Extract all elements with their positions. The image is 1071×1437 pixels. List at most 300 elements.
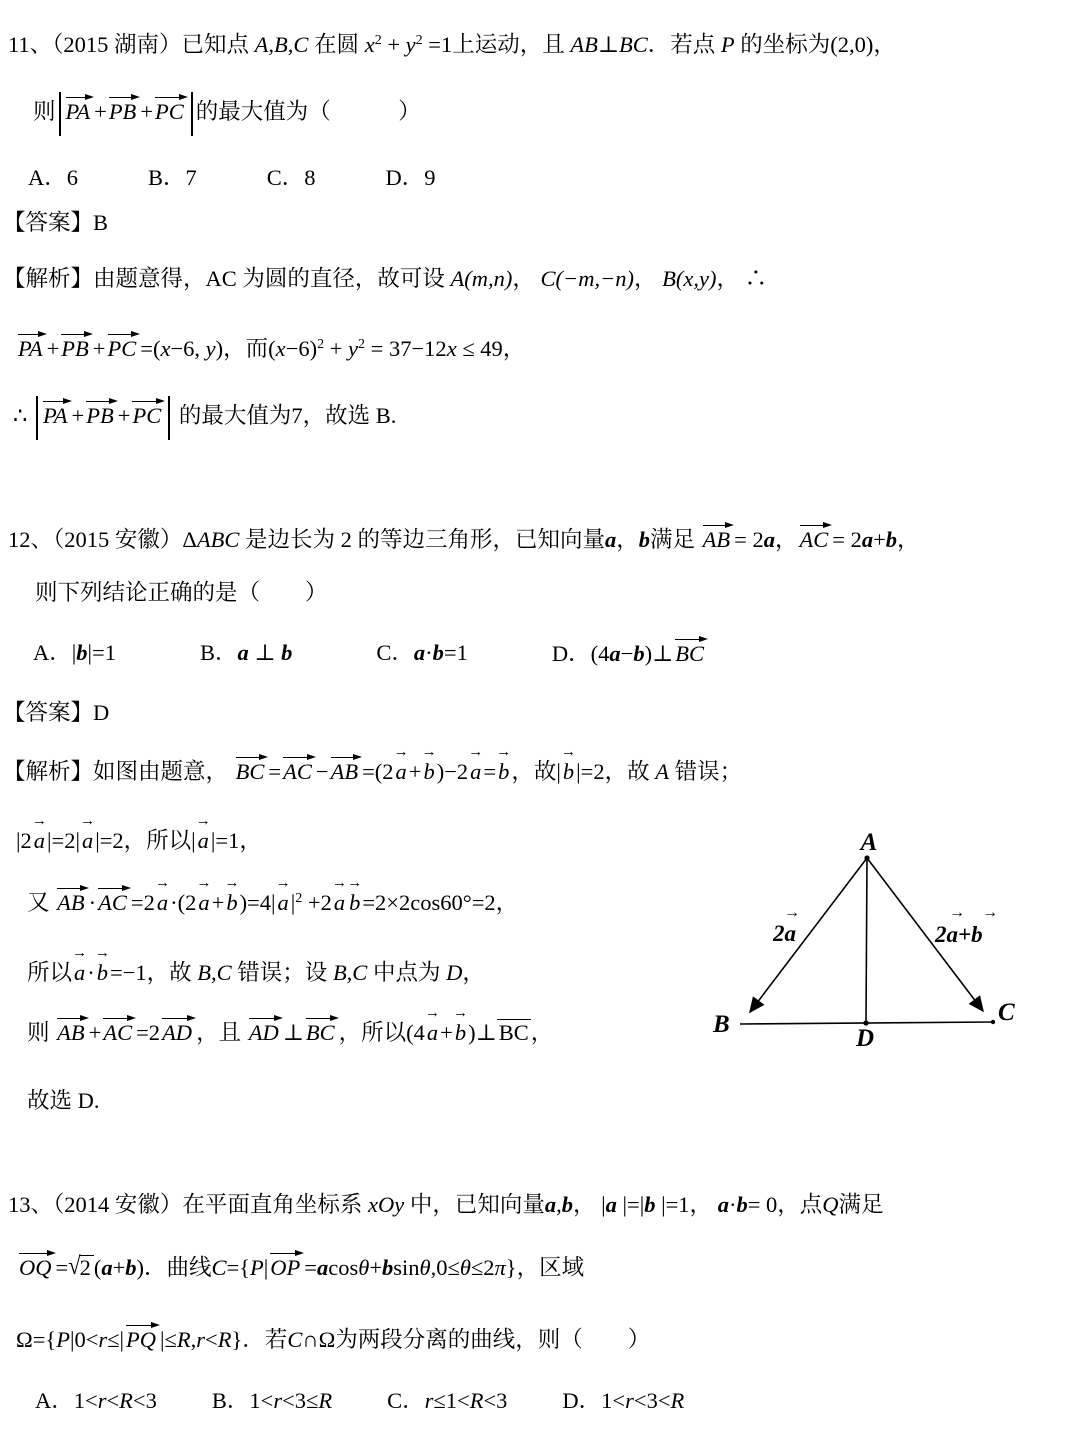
math-mt: + (46, 336, 60, 361)
problem-12-answer: 【答案】D (3, 700, 110, 725)
side-ac-label: 2a+b (935, 922, 983, 947)
math-mt: + (369, 1255, 383, 1280)
problem-12-analysis-line-4 (27, 945, 485, 988)
problem-12-options (33, 638, 708, 669)
math-mi: P (250, 1255, 264, 1280)
math-mt: ， | (573, 1192, 606, 1217)
math-mt: A．1< (35, 1388, 98, 1413)
math-mt: ≤2 (470, 1255, 495, 1280)
math-mb: a (413, 640, 426, 665)
math-mb: b (281, 640, 293, 665)
math-rbar (103, 1018, 127, 1019)
math-mvec (154, 875, 170, 918)
problem-11-formula-1 (16, 333, 525, 364)
math-mt: 满足 (650, 527, 701, 552)
math-varr: → (275, 875, 291, 891)
math-mt: , (190, 1327, 197, 1352)
math-mi: D (446, 960, 463, 985)
math-mt: = 2 (832, 527, 862, 552)
math-mt: + (92, 336, 106, 361)
math-msup: 2 (415, 33, 423, 48)
math-mt: 的坐标为(2,0)， (734, 32, 896, 57)
math-mt: |=1， (655, 1192, 718, 1217)
problem-13-stem-line-2 (17, 1252, 584, 1283)
math-mi: B,C (332, 960, 368, 985)
math-mi: b (562, 759, 575, 784)
math-mt: )−2 (436, 759, 469, 784)
math-mt: C．8 (266, 165, 316, 190)
math-mt: A．6 (28, 165, 78, 190)
math-mb: a (861, 527, 874, 552)
math-mb: b (736, 1192, 748, 1217)
math-mb: b (432, 640, 444, 665)
problem-13-option-c (387, 1386, 507, 1416)
math-mt: + (440, 1020, 453, 1045)
side-ab-label: 2a (773, 921, 796, 946)
math-mt: ， (530, 1020, 554, 1045)
math-mt: · (87, 960, 95, 985)
math-mt: + (408, 759, 422, 784)
problem-11-stem-line-2 (33, 92, 421, 136)
problem-12-stem-line-2: 则下列结论正确的是（ ） (35, 580, 328, 605)
math-mt: < (106, 1388, 120, 1413)
math-rbar (66, 97, 86, 98)
math-mb: b (638, 527, 651, 552)
math-rtxt: AB (330, 759, 359, 784)
math-mi: x (160, 336, 171, 361)
problem-13-option-d (562, 1386, 684, 1416)
problem-11-options (28, 163, 436, 193)
math-mt: 【解析】如图由题意， (3, 759, 234, 784)
vertex-a-label: A (860, 829, 878, 856)
problem-13-option-a (35, 1386, 157, 1416)
problem-12-analysis-line-3 (27, 875, 519, 918)
math-rbar (19, 1253, 47, 1254)
math-mb: a (101, 1255, 113, 1280)
math-msqrt (68, 1253, 94, 1283)
math-mt: − (620, 641, 634, 666)
math-varr: → (496, 744, 512, 760)
math-mb: b (644, 1192, 656, 1217)
math-mt: B． (199, 640, 238, 665)
math-mt: =1 (443, 640, 468, 665)
math-mt: =2 (130, 890, 155, 915)
math-mt: B．7 (148, 165, 197, 190)
math-mt: ， (634, 266, 663, 291)
math-mt: = 0，点 (747, 1192, 823, 1217)
math-mt: · (425, 640, 433, 665)
math-mt: D．1< (562, 1388, 626, 1413)
math-rtxt: AD (248, 1020, 279, 1045)
math-mi: a (333, 890, 346, 915)
math-mi: b (498, 759, 510, 784)
math-mi: C(−m,−n) (540, 266, 634, 291)
problem-13-options (35, 1386, 684, 1416)
math-mt: = (268, 759, 282, 784)
math-rtxt: PC (132, 403, 162, 429)
math-mt: Ω={ (16, 1327, 57, 1352)
math-varr: → (425, 1005, 441, 1021)
math-mt: < (205, 1327, 218, 1352)
math-rtxt: PA (18, 336, 43, 361)
math-mb: a (605, 1192, 617, 1217)
math-mt: ， (462, 960, 485, 985)
problem-12-option-c (376, 638, 467, 669)
math-mt: = 37−12 (365, 336, 447, 361)
math-mi: B,C (197, 960, 232, 985)
math-mra (16, 333, 47, 361)
math-mi: a (33, 828, 46, 853)
math-rbar (283, 757, 307, 758)
math-rbar (249, 1018, 274, 1019)
math-mra (329, 756, 363, 784)
math-rbar (331, 757, 354, 758)
math-mi: a (156, 890, 169, 915)
math-mt: ， ∴ (716, 266, 768, 291)
math-rbar (306, 1018, 330, 1019)
math-mra (160, 1017, 196, 1045)
math-mt: ={ (226, 1255, 251, 1280)
math-mt: |=| (616, 1192, 645, 1217)
math-mvec (80, 813, 96, 856)
edge-a-to-b-arrow (750, 858, 867, 1012)
math-mi: R (119, 1388, 133, 1413)
math-mi: AB (570, 32, 598, 57)
math-mvec (496, 744, 512, 787)
problem-12-analysis-line-5 (27, 1005, 554, 1048)
math-rtxt: BC (235, 759, 265, 784)
math-mra (55, 1017, 89, 1045)
math-mt: +2 (302, 890, 332, 915)
problem-12-analysis-line-2 (16, 813, 262, 856)
math-mi: C (287, 1327, 303, 1352)
math-rbar (132, 401, 156, 402)
math-mt: =( (140, 336, 161, 361)
math-mt: ≤1< (433, 1388, 470, 1413)
problem-11-analysis-line-1 (3, 264, 767, 294)
math-mt: ≤| (107, 1327, 125, 1352)
vertex-b-label: B (713, 1011, 730, 1038)
math-mt: ∩Ω为两段分离的曲线，则（ ） (302, 1327, 651, 1352)
math-mt: 12、（2015 安徽）Δ (8, 527, 197, 552)
math-mt: =1上运动，且 (422, 32, 571, 57)
math-mt: C． (376, 640, 414, 665)
math-varr: → (468, 744, 484, 760)
math-mvb (191, 92, 193, 136)
math-mi: R (176, 1327, 191, 1352)
point-c-dot (991, 1020, 995, 1024)
math-mi: π (494, 1255, 506, 1280)
math-rbar (236, 757, 260, 758)
math-mt: |=2，所以| (95, 828, 196, 853)
math-varr: → (561, 744, 576, 760)
math-rtxt: OP (270, 1255, 301, 1280)
math-mb: a (237, 640, 249, 665)
math-mi: A (655, 759, 669, 784)
math-mra (84, 400, 118, 428)
math-mt: + (381, 32, 406, 57)
math-mt: + (873, 527, 886, 552)
math-mt: + (94, 99, 107, 125)
math-mt: ⊥ (248, 640, 282, 665)
math-mb: b (382, 1255, 394, 1280)
math-rtxt: BC (305, 1020, 335, 1045)
math-mt: )．曲线 (136, 1255, 212, 1280)
math-mvec (196, 875, 212, 918)
math-mi: r (196, 1327, 206, 1352)
math-mra (64, 96, 95, 124)
math-mt: 又 (27, 890, 56, 915)
math-rbar (155, 97, 179, 98)
problem-11-option-a (28, 163, 78, 193)
math-mt: ≤ 49， (456, 336, 526, 361)
problem-12-option-b (200, 638, 292, 669)
math-mt: + (88, 1020, 102, 1045)
math-rtxt: AC (283, 759, 312, 784)
math-rtxt: AB (57, 1020, 85, 1045)
math-mt: )，而( (215, 336, 276, 361)
vertex-c-label: C (998, 999, 1015, 1026)
problem-12-option-d (552, 638, 708, 669)
math-mt: |=2，故 (576, 759, 656, 784)
math-mt: )⊥ (468, 1020, 497, 1045)
math-mt: + (112, 1255, 126, 1280)
math-mi: x (364, 32, 375, 57)
math-mvec (347, 875, 363, 918)
math-mt: 中，已知向量 (404, 1192, 545, 1217)
math-mt: D．(4 (551, 641, 610, 666)
math-rad: √ (68, 1251, 81, 1280)
math-mt: + (324, 336, 349, 361)
math-mt: 中点为 (367, 960, 447, 985)
math-mt: 则 (27, 1020, 56, 1045)
problem-13-option-b (212, 1386, 332, 1416)
math-msup: 2 (358, 337, 366, 352)
math-mi: a (81, 828, 94, 853)
math-mvec (425, 1005, 441, 1048)
math-mi: BC (619, 32, 648, 57)
math-mt: ,0≤ (430, 1255, 460, 1280)
math-mt: <3≤ (282, 1388, 319, 1413)
math-mvec (468, 744, 484, 787)
math-varr: → (393, 744, 409, 760)
math-mi: x (446, 336, 457, 361)
math-mvec (561, 744, 576, 787)
math-mt: = (55, 1255, 69, 1280)
problem-11-option-b (148, 163, 197, 193)
math-rbar (270, 1253, 295, 1254)
math-msup: 2 (374, 33, 382, 48)
math-rtxt: PQ (126, 1327, 157, 1352)
math-mt: |=1， (210, 828, 262, 853)
math-mra (268, 1252, 304, 1280)
math-mi: B(x,y) (662, 266, 717, 291)
math-varr: → (195, 813, 211, 829)
problem-11-answer: 【答案】B (3, 210, 109, 235)
math-mb: b (885, 527, 898, 552)
math-rtxt: PB (61, 336, 89, 361)
math-mt: =−1，故 (110, 960, 198, 985)
math-msup: 2 (295, 891, 303, 906)
math-mt: B．1< (211, 1388, 274, 1413)
math-mra (96, 887, 131, 915)
math-mb: a (609, 641, 621, 666)
math-mra (153, 96, 188, 124)
math-mi: a (395, 759, 407, 784)
math-mra (17, 1252, 56, 1280)
math-mt: −6) (285, 336, 318, 361)
math-rtxt: PA (65, 99, 91, 125)
math-mi: a (197, 828, 209, 853)
math-mt: ， (512, 266, 541, 291)
vertex-d-label: D (856, 1025, 875, 1052)
math-mt: · (728, 1192, 737, 1217)
math-rbar (126, 1325, 151, 1326)
math-rtxt: AD (162, 1020, 193, 1045)
math-mt: |=1 (87, 640, 116, 665)
math-mt: C． (387, 1388, 425, 1413)
math-msup: 2 (317, 337, 325, 352)
math-mt: ( (93, 1255, 102, 1280)
math-mt: + (211, 890, 225, 915)
math-rbar (162, 1018, 187, 1019)
problem-12-analysis-line-6: 故选 D. (27, 1088, 100, 1113)
math-mt: <3< (633, 1388, 671, 1413)
math-mt: 满足 (838, 1192, 884, 1217)
math-mt: |2 (16, 828, 32, 853)
math-mi: r (625, 1388, 634, 1413)
math-mi: y (205, 336, 216, 361)
math-mt: ， (897, 527, 920, 552)
math-mol: BC (498, 1020, 529, 1045)
math-mt: = (483, 759, 497, 784)
problem-12-analysis-line-1 (3, 744, 743, 787)
math-varr: → (94, 945, 110, 961)
math-varr: → (154, 875, 170, 891)
math-mt: |0< (69, 1327, 99, 1352)
math-mt: |=2| (47, 828, 80, 853)
math-mi: P (56, 1327, 70, 1352)
problem-11-option-c (267, 163, 316, 193)
math-mra (247, 1017, 283, 1045)
math-varr: → (331, 875, 347, 891)
math-rbar (800, 525, 824, 526)
math-rtxt: AC (799, 527, 829, 552)
math-mt: 的最大值为7，故选 B. (173, 403, 397, 429)
math-varr: → (196, 875, 212, 891)
problem-11-formula-2 (13, 396, 396, 440)
math-rbar (57, 1018, 80, 1019)
math-mb: a (717, 1192, 729, 1217)
math-mra (701, 524, 735, 552)
problem-11-stem-line-1 (8, 30, 896, 60)
math-mvec (94, 945, 110, 988)
vector-arrow-icon: → (982, 904, 998, 921)
math-mi: r (273, 1388, 283, 1413)
math-mra (41, 400, 72, 428)
math-mt: cos (328, 1255, 359, 1280)
math-varr: → (452, 1005, 468, 1021)
math-mt: ，所以(4 (338, 1020, 425, 1045)
math-mvec (331, 875, 347, 918)
math-mt: sin (393, 1255, 420, 1280)
math-mra (101, 1017, 136, 1045)
math-mt: 在圆 (308, 32, 365, 57)
math-rbar (57, 888, 80, 889)
math-mt: 的最大值为（ ） (195, 99, 421, 125)
math-mi: y (348, 336, 359, 361)
math-rtxt: AB (702, 527, 731, 552)
math-mra (281, 756, 316, 784)
math-mt: ⊥ (597, 32, 620, 57)
math-mi: A,B,C (254, 32, 309, 57)
math-mb: b (633, 641, 645, 666)
math-mt: 【解析】由题意得，AC 为圆的直径，故可设 (3, 266, 451, 291)
math-mvb (59, 92, 61, 136)
math-mra (59, 333, 93, 361)
math-mt: <3 (132, 1388, 157, 1413)
math-varr: → (80, 813, 96, 829)
math-mi: θ (358, 1255, 370, 1280)
math-rbar (703, 525, 726, 526)
math-mi: r (97, 1388, 107, 1413)
math-mra (234, 756, 269, 784)
math-mi: a (470, 759, 482, 784)
math-rtxt: AC (103, 1020, 133, 1045)
math-mb: a (317, 1255, 329, 1280)
math-mt: )=4| (239, 890, 276, 915)
math-rbar (18, 334, 38, 335)
math-mra (304, 1017, 339, 1045)
math-mt: − (315, 759, 329, 784)
math-mi: C (211, 1255, 227, 1280)
math-mvec (31, 813, 47, 856)
math-rtxt: AB (57, 890, 85, 915)
math-mt: ∴ (13, 403, 33, 429)
math-mi: a (198, 890, 210, 915)
math-mi: P (720, 32, 735, 57)
math-mi: R (670, 1388, 685, 1413)
problem-12-stem-line-1 (8, 524, 920, 555)
math-mt: + (117, 403, 131, 429)
math-mvec (224, 875, 240, 918)
math-mi: Q (822, 1192, 839, 1217)
math-mt: | (290, 890, 296, 915)
math-mt: · (88, 890, 97, 915)
math-rbar (43, 401, 63, 402)
math-mvec (452, 1005, 468, 1048)
math-mra (106, 333, 141, 361)
problem-12-option-a (33, 638, 116, 669)
math-rbar (108, 334, 132, 335)
math-mra (107, 96, 141, 124)
math-mi: r (98, 1327, 108, 1352)
math-mi: b (423, 759, 435, 784)
math-rbar (109, 97, 132, 98)
math-mb: b (76, 640, 88, 665)
math-mb: a (605, 527, 617, 552)
math-mi: A(m,n) (450, 266, 513, 291)
math-mt: + (140, 99, 154, 125)
vector-arrow-icon: → (784, 904, 800, 921)
math-mt: <3 (483, 1388, 508, 1413)
math-varr: → (224, 875, 240, 891)
math-mi: θ (459, 1255, 471, 1280)
math-mt: =2 (136, 1020, 161, 1045)
math-varr: → (31, 813, 47, 829)
math-mt: ， (616, 527, 639, 552)
math-mvec (275, 875, 291, 918)
